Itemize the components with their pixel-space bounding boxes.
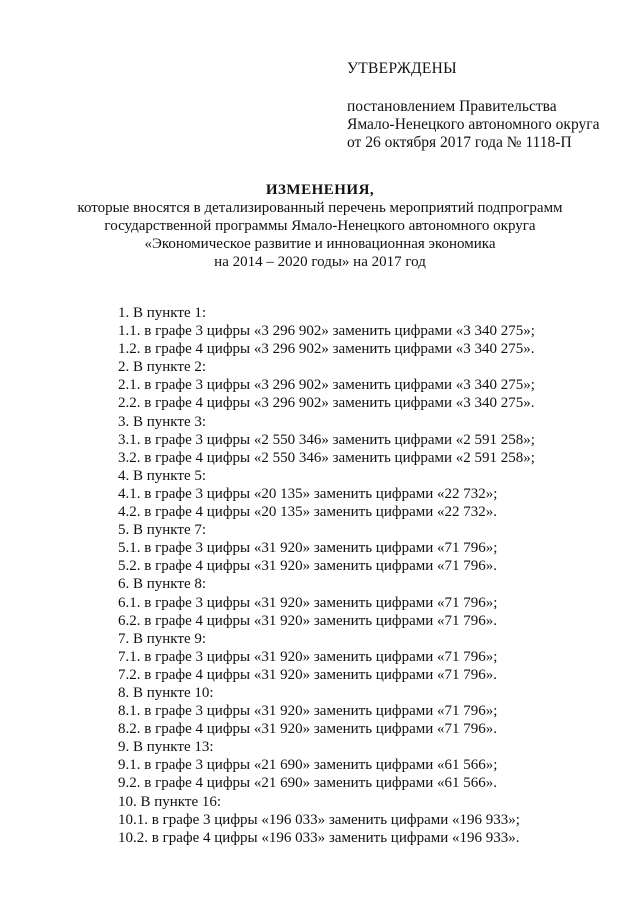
list-item: 1.2. в графе 4 цифры «3 296 902» заменить цифрами «3 340 275». bbox=[118, 341, 535, 358]
list-item: 8. В пункте 10: bbox=[118, 684, 214, 701]
list-item: 7.2. в графе 4 цифры «31 920» заменить цифрами «71 796». bbox=[118, 666, 498, 683]
list-item: 1. В пункте 1: bbox=[118, 305, 207, 321]
list-item: 3.2. в графе 4 цифры «2 550 346» заменить цифрами «2 591 258»; bbox=[118, 449, 535, 466]
subtitle-line: которые вносятся в детализированный перечень мероприятий подпрограмм bbox=[77, 200, 563, 216]
approval-line: от 26 октября 2017 года № 1118-П bbox=[347, 134, 572, 151]
list-item: 2. В пункте 2: bbox=[118, 359, 207, 376]
approval-block bbox=[347, 60, 599, 152]
list-item: 9. В пункте 13: bbox=[118, 739, 214, 756]
list-item: 7.1. в графе 3 цифры «31 920» заменить цифрами «71 796»; bbox=[118, 648, 498, 665]
approval-heading: УТВЕРЖДЕНЫ bbox=[347, 60, 457, 77]
list-item: 9.2. в графе 4 цифры «21 690» заменить цифрами «61 566». bbox=[118, 775, 498, 792]
approval-line: Ямало-Ненецкого автономного округа bbox=[347, 116, 600, 133]
subtitle-line: «Экономическое развитие и инновационная экономика bbox=[144, 236, 496, 252]
list-item: 6.1. в графе 3 цифры «31 920» заменить цифрами «71 796»; bbox=[118, 594, 498, 611]
approval-line: постановлением Правительства bbox=[347, 98, 557, 115]
list-item: 3.1. в графе 3 цифры «2 550 346» заменить цифрами «2 591 258»; bbox=[118, 431, 535, 448]
list-item: 8.1. в графе 3 цифры «31 920» заменить цифрами «71 796»; bbox=[118, 703, 498, 720]
list-item: 10. В пункте 16: bbox=[118, 793, 222, 810]
title-block bbox=[0, 181, 640, 271]
list-item: 6. В пункте 8: bbox=[118, 576, 207, 593]
list-item: 6.2. в графе 4 цифры «31 920» заменить цифрами «71 796». bbox=[118, 612, 498, 629]
amendments-list bbox=[118, 304, 535, 847]
list-item: 5.2. в графе 4 цифры «31 920» заменить цифрами «71 796». bbox=[118, 558, 498, 575]
list-item: 3. В пункте 3: bbox=[118, 413, 207, 430]
list-item: 5. В пункте 7: bbox=[118, 522, 207, 539]
list-item: 2.2. в графе 4 цифры «3 296 902» заменить цифрами «3 340 275». bbox=[118, 395, 535, 412]
list-item: 5.1. в графе 3 цифры «31 920» заменить цифрами «71 796»; bbox=[118, 540, 498, 557]
subtitle-line: на 2014 – 2020 годы» на 2017 год bbox=[214, 254, 426, 270]
list-item: 7. В пункте 9: bbox=[118, 630, 207, 647]
subtitle-line: государственной программы Ямало-Ненецкого автономного округа bbox=[104, 218, 536, 234]
list-item: 4. В пункте 5: bbox=[118, 467, 207, 484]
list-item: 4.1. в графе 3 цифры «20 135» заменить цифрами «22 732»; bbox=[118, 485, 498, 502]
list-item: 1.1. в графе 3 цифры «3 296 902» заменить цифрами «3 340 275»; bbox=[118, 323, 535, 340]
list-item: 10.2. в графе 4 цифры «196 033» заменить цифрами «196 933». bbox=[118, 829, 520, 846]
list-item: 4.2. в графе 4 цифры «20 135» заменить цифрами «22 732». bbox=[118, 504, 498, 521]
list-item: 2.1. в графе 3 цифры «3 296 902» заменить цифрами «3 340 275»; bbox=[118, 377, 535, 394]
list-item: 9.1. в графе 3 цифры «21 690» заменить цифрами «61 566»; bbox=[118, 757, 498, 774]
document-title: ИЗМЕНЕНИЯ, bbox=[265, 182, 375, 198]
list-item: 10.1. в графе 3 цифры «196 033» заменить цифрами «196 933»; bbox=[118, 811, 520, 828]
list-item: 8.2. в графе 4 цифры «31 920» заменить цифрами «71 796». bbox=[118, 721, 498, 738]
